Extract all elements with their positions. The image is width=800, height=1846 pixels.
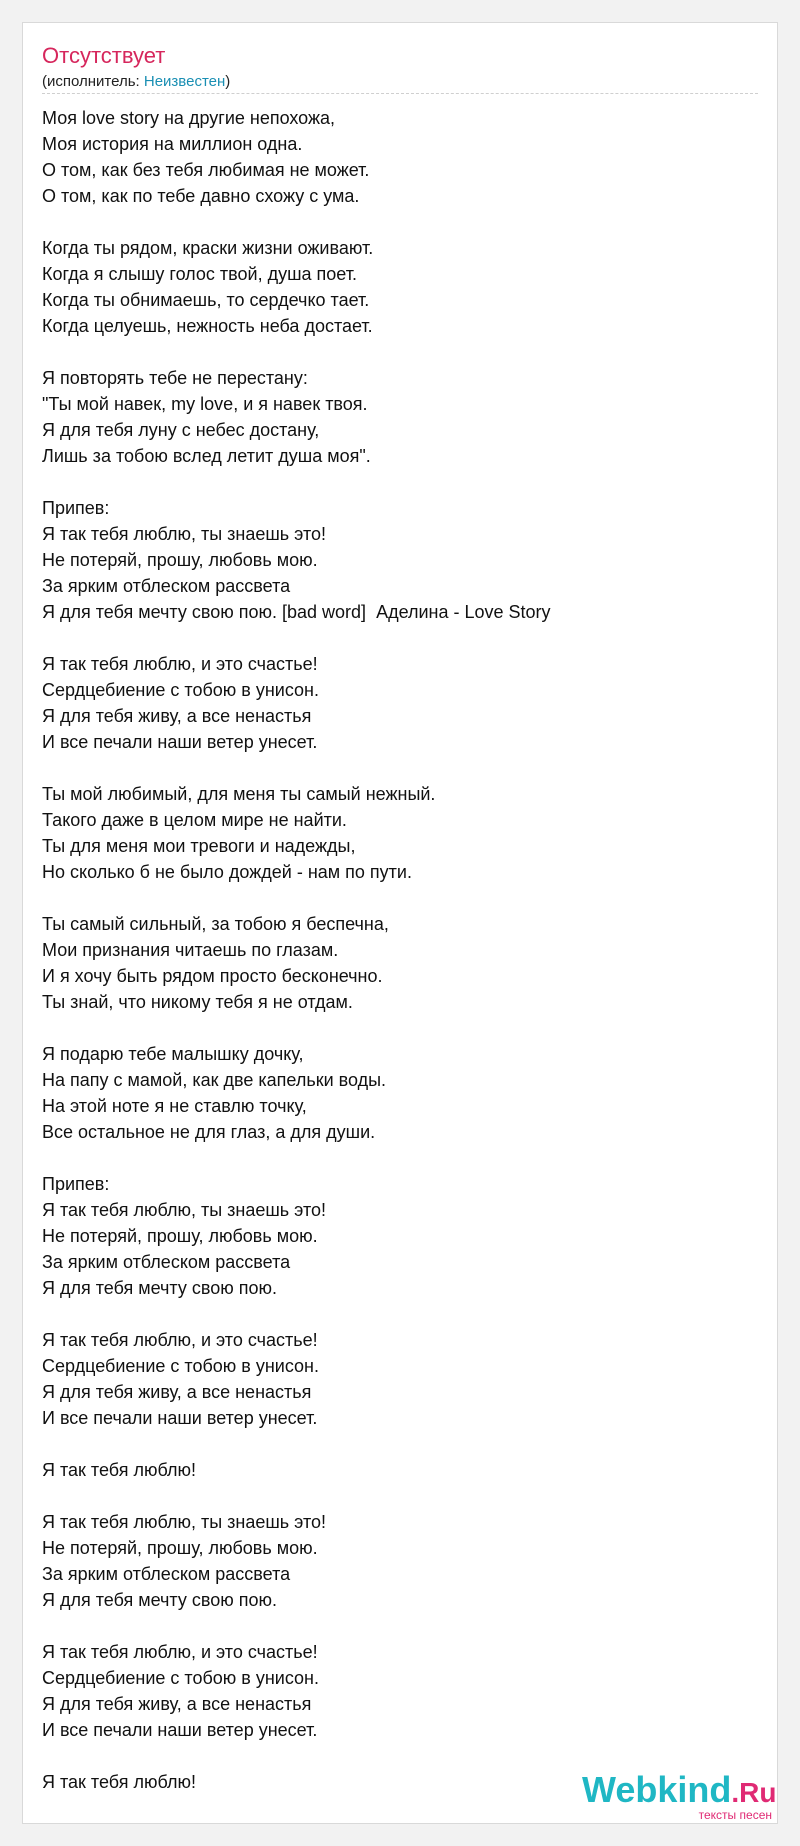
artist-link[interactable]: Неизвестен bbox=[143, 73, 226, 90]
stanza-gap bbox=[42, 625, 758, 651]
lyric-line: За ярким отблеском рассвета bbox=[42, 1564, 291, 1584]
lyric-line: Я для тебя мечту свою пою. bbox=[42, 1590, 278, 1610]
lyric-line: На этой ноте я не ставлю точку, bbox=[42, 1096, 307, 1116]
stanza-gap bbox=[42, 885, 758, 911]
lyric-line: Я для тебя луну с небес достану, bbox=[42, 420, 320, 440]
lyric-line: Я так тебя люблю, ты знаешь это! bbox=[42, 1200, 327, 1220]
site-logo[interactable] bbox=[582, 1769, 777, 1822]
lyric-line: Припев: bbox=[42, 498, 110, 518]
lyric-line: Ты самый сильный, за тобою я беспечна, bbox=[42, 914, 389, 934]
stanza-gap bbox=[42, 1431, 758, 1457]
lyric-line: Припев: bbox=[42, 1174, 110, 1194]
lyric-line: Я так тебя люблю! bbox=[42, 1460, 196, 1480]
lyric-line: На папу с мамой, как две капельки воды. bbox=[42, 1070, 387, 1090]
stanza-gap bbox=[42, 1301, 758, 1327]
lyric-line: Я для тебя мечту свою пою. [bad word] Аделина - Love Story bbox=[42, 602, 551, 622]
lyric-line: Сердцебиение с тобою в унисон. bbox=[42, 1356, 319, 1376]
logo-word: Webkind bbox=[582, 1769, 732, 1810]
lyrics-text bbox=[42, 105, 758, 1795]
lyric-line: Моя история на миллион одна. bbox=[42, 134, 303, 154]
lyric-line: И я хочу быть рядом просто бесконечно. bbox=[42, 966, 383, 986]
stanza-gap bbox=[42, 469, 758, 495]
lyric-line: Когда я слышу голос твой, душа поет. bbox=[42, 264, 357, 284]
lyric-line: И все печали наши ветер унесет. bbox=[42, 732, 318, 752]
lyric-line: О том, как по тебе давно схожу с ума. bbox=[42, 186, 360, 206]
logo-tld: .Ru bbox=[731, 1777, 777, 1808]
lyric-line: Когда ты обнимаешь, то сердечко тает. bbox=[42, 290, 370, 310]
lyric-line: Я подарю тебе малышку дочку, bbox=[42, 1044, 304, 1064]
logo-wordmark bbox=[582, 1770, 776, 1813]
lyric-line: Я так тебя люблю! bbox=[42, 1772, 196, 1792]
lyric-line: Мои признания читаешь по глазам. bbox=[42, 940, 339, 960]
stanza-gap bbox=[42, 1145, 758, 1171]
lyric-line: За ярким отблеском рассвета bbox=[42, 576, 291, 596]
lyric-line: Я так тебя люблю, и это счастье! bbox=[42, 654, 318, 674]
lyric-line: И все печали наши ветер унесет. bbox=[42, 1408, 318, 1428]
lyric-line: Не потеряй, прошу, любовь мою. bbox=[42, 550, 318, 570]
lyric-line: Все остальное не для глаз, а для души. bbox=[42, 1122, 376, 1142]
lyric-line: Я так тебя люблю, ты знаешь это! bbox=[42, 1512, 327, 1532]
artist-prefix: (исполнитель: bbox=[42, 73, 144, 90]
logo-tagline: тексты песен bbox=[698, 1808, 772, 1822]
artist-suffix: ) bbox=[225, 73, 231, 90]
lyric-line: Лишь за тобою вслед летит душа моя". bbox=[42, 446, 371, 466]
lyric-line: Сердцебиение с тобою в унисон. bbox=[42, 1668, 319, 1688]
song-title: Отсутствует bbox=[42, 43, 166, 68]
lyric-line: Я так тебя люблю, и это счастье! bbox=[42, 1330, 318, 1350]
stanza-gap bbox=[42, 1483, 758, 1509]
lyric-line: Я так тебя люблю, ты знаешь это! bbox=[42, 524, 327, 544]
header-divider bbox=[42, 93, 758, 94]
lyric-line: Я для тебя живу, а все ненастья bbox=[42, 1694, 312, 1714]
lyric-line: "Ты мой навек, my love, и я навек твоя. bbox=[42, 394, 368, 414]
lyric-line: Я для тебя живу, а все ненастья bbox=[42, 706, 312, 726]
lyric-line: Ты мой любимый, для меня ты самый нежный. bbox=[42, 784, 436, 804]
lyric-line: Я для тебя мечту свою пою. bbox=[42, 1278, 278, 1298]
stanza-gap bbox=[42, 339, 758, 365]
lyric-line: О том, как без тебя любимая не может. bbox=[42, 160, 370, 180]
lyric-line: Я так тебя люблю, и это счастье! bbox=[42, 1642, 318, 1662]
lyric-line: Не потеряй, прошу, любовь мою. bbox=[42, 1538, 318, 1558]
lyric-line: Когда целуешь, нежность неба достает. bbox=[42, 316, 373, 336]
stanza-gap bbox=[42, 1743, 758, 1769]
stanza-gap bbox=[42, 1613, 758, 1639]
lyric-line: Моя love story на другие непохожа, bbox=[42, 108, 336, 128]
lyric-line: Такого даже в целом мире не найти. bbox=[42, 810, 347, 830]
lyric-line: Я повторять тебе не перестану: bbox=[42, 368, 308, 388]
artist-line bbox=[42, 72, 230, 92]
stanza-gap bbox=[42, 755, 758, 781]
lyric-line: Ты для меня мои тревоги и надежды, bbox=[42, 836, 356, 856]
lyric-line: Ты знай, что никому тебя я не отдам. bbox=[42, 992, 353, 1012]
lyric-line: И все печали наши ветер унесет. bbox=[42, 1720, 318, 1740]
lyric-line: Не потеряй, прошу, любовь мою. bbox=[42, 1226, 318, 1246]
lyric-line: За ярким отблеском рассвета bbox=[42, 1252, 291, 1272]
lyric-line: Когда ты рядом, краски жизни оживают. bbox=[42, 238, 374, 258]
lyric-line: Сердцебиение с тобою в унисон. bbox=[42, 680, 319, 700]
stanza-gap bbox=[42, 1015, 758, 1041]
lyric-line: Но сколько б не было дождей - нам по пути. bbox=[42, 862, 412, 882]
stanza-gap bbox=[42, 209, 758, 235]
lyric-line: Я для тебя живу, а все ненастья bbox=[42, 1382, 312, 1402]
